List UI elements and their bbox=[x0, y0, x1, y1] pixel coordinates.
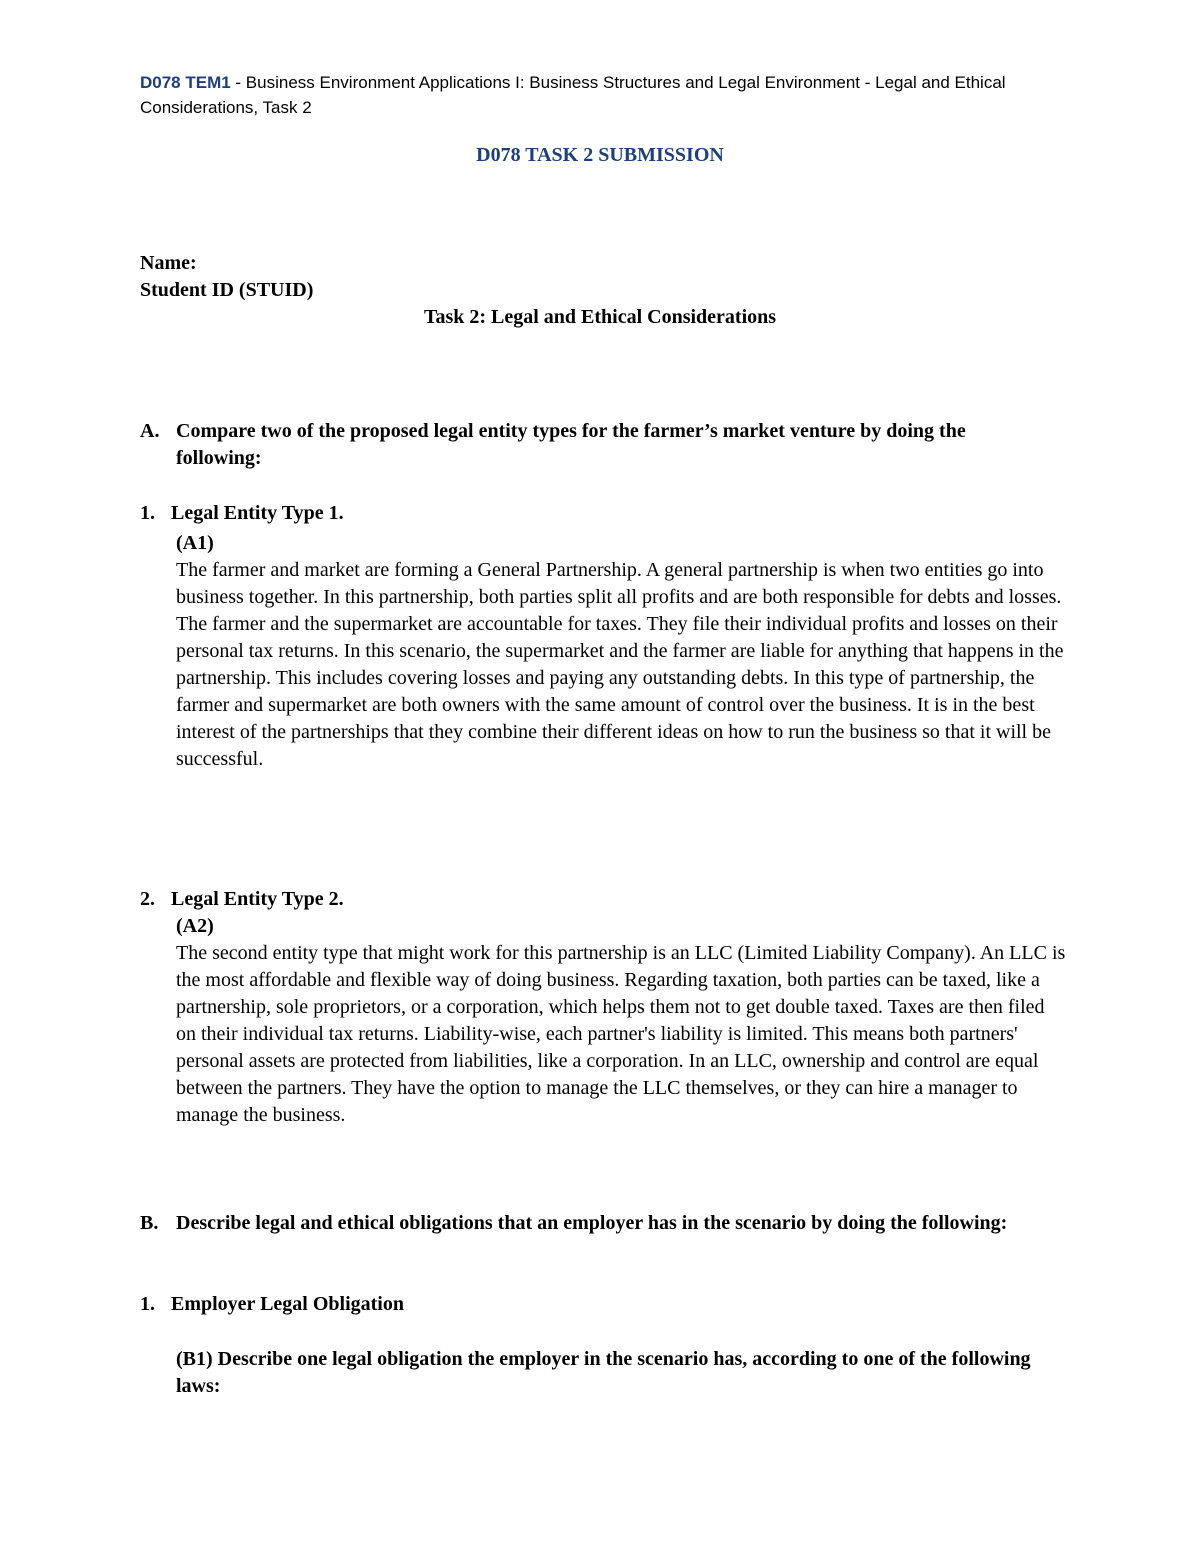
item-b1-subprompt: (B1) Describe one legal obligation the employer in the scenario has, according to one of the following laws: bbox=[176, 1348, 1031, 1397]
item-b1-heading: Employer Legal Obligation bbox=[171, 1293, 404, 1315]
section-b-marker: B. bbox=[140, 1212, 159, 1234]
item-a1-marker: 1. bbox=[140, 502, 155, 524]
item-b1-marker: 1. bbox=[140, 1293, 155, 1315]
course-code: D078 TEM1 bbox=[140, 73, 231, 92]
section-a-marker: A. bbox=[140, 420, 160, 442]
item-a1-body: The farmer and market are forming a General Partnership. A general partnership is when two entities go into business together. In this partnership, both parties split all profits and are both responsible for debts and losses. The farmer and the supermarket are accountable for taxes. They file their individual profits and losses on their personal tax returns. In this scenario, the supermarket and the farmer are liable for anything that happens in the partnership. This includes covering losses and paying any outstanding debts. In this type of partnership, the farmer and supermarket are both owners with the same amount of control over the business. It is in the best interest of the partnerships that they combine their different ideas on how to run the business so that it will be successful. bbox=[176, 559, 1064, 770]
item-a1-sublabel: (A1) bbox=[176, 532, 214, 554]
page-header bbox=[140, 70, 1070, 120]
item-a1-heading: Legal Entity Type 1. bbox=[171, 502, 344, 524]
item-a2-marker: 2. bbox=[140, 888, 155, 910]
task-title: Task 2: Legal and Ethical Considerations bbox=[423, 306, 777, 328]
document-title: D078 TASK 2 SUBMISSION bbox=[476, 144, 724, 166]
name-label: Name: bbox=[140, 252, 197, 274]
item-a2-heading: Legal Entity Type 2. bbox=[171, 888, 344, 910]
section-a-prompt: Compare two of the proposed legal entity types for the farmer’s market venture by doing the following: bbox=[176, 420, 966, 469]
header-description: - Business Environment Applications I: Business Structures and Legal Environment - Legal and Ethical Considerations, Task 2 bbox=[140, 73, 1006, 117]
item-a2-body: The second entity type that might work for this partnership is an LLC (Limited Liability Company). An LLC is the most affordable and flexible way of doing business. Regarding taxation, both parties can be taxed, like a partnership, sole proprietors, or a corporation, which helps them not to get double taxed. Taxes are then filed on their individual tax returns. Liability-wise, each partner's liability is limited. This means both partners' personal assets are protected from liabilities, like a corporation. In an LLC, ownership and control are equal between the partners. They have the option to manage the LLC themselves, or they can hire a manager to manage the business. bbox=[176, 942, 1066, 1126]
student-id-label: Student ID (STUID) bbox=[140, 279, 314, 301]
section-b-prompt: Describe legal and ethical obligations that an employer has in the scenario by doing the following: bbox=[176, 1212, 1008, 1234]
item-a2-sublabel: (A2) bbox=[176, 915, 214, 937]
